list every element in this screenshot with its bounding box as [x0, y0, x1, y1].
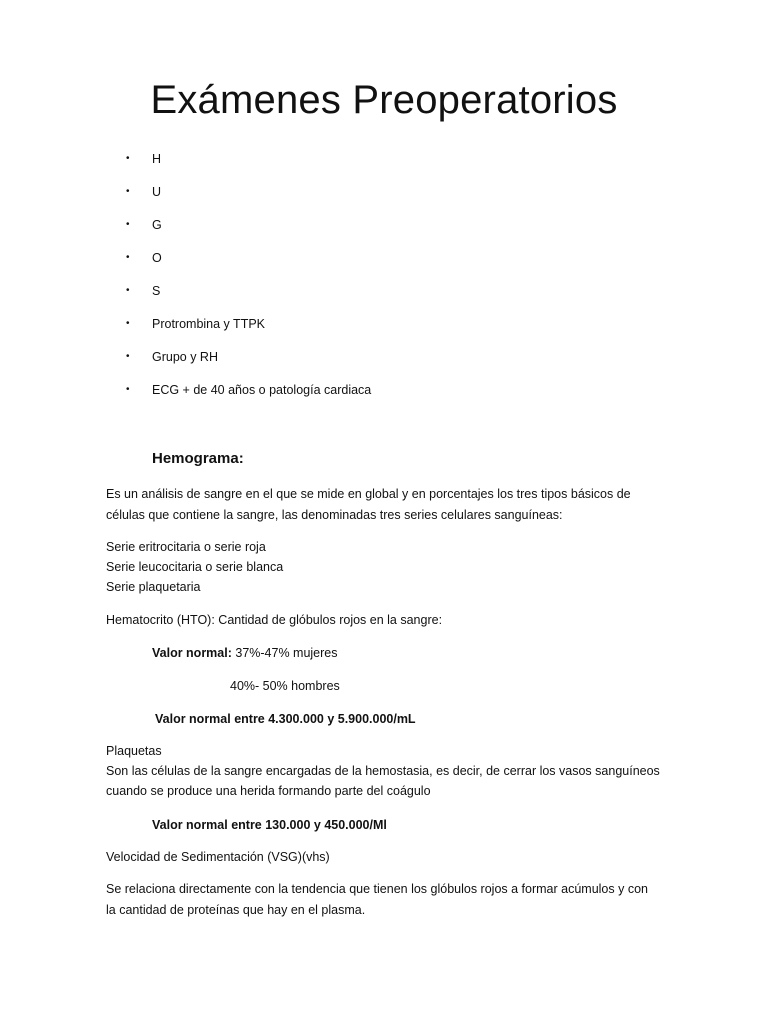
valor-mujeres: 37%-47% mujeres	[231, 646, 338, 660]
hemograma-heading: Hemograma:	[152, 450, 244, 467]
hematocrito-valor-mujeres	[152, 643, 338, 663]
bullet-icon: •	[126, 351, 130, 362]
list-item: • H	[126, 152, 162, 166]
plaquetas-heading: Plaquetas	[106, 744, 162, 758]
vsg-line2: la cantidad de proteínas que hay en el plasma.	[106, 903, 366, 917]
hematocrito-valor-hombres: 40%- 50% hombres	[230, 679, 340, 693]
serie-blanca: Serie leucocitaria o serie blanca	[106, 560, 284, 574]
bullet-icon: •	[126, 285, 130, 296]
vsg-line1: Se relaciona directamente con la tendencia que tienen los glóbulos rojos a formar acúmulos y con	[106, 882, 648, 896]
exam-bullet-list	[126, 150, 371, 414]
hematocrito-text: Hematocrito (HTO): Cantidad de glóbulos rojos en la sangre:	[106, 613, 443, 627]
bullet-icon: •	[126, 318, 130, 329]
bullet-icon: •	[126, 186, 130, 197]
list-item: • Grupo y RH	[126, 350, 218, 364]
list-item: • Protrombina y TTPK	[126, 317, 266, 331]
plaquetas-line2: cuando se produce una herida formando parte del coágulo	[106, 784, 431, 798]
serie-roja: Serie eritrocitaria o serie roja	[106, 540, 266, 554]
list-item: • S	[126, 284, 161, 298]
bullet-icon: •	[126, 219, 130, 230]
list-item: • G	[126, 218, 162, 232]
plaquetas-valor: Valor normal entre 130.000 y 450.000/Ml	[152, 818, 387, 832]
page-title: Exámenes Preoperatorios	[150, 78, 618, 122]
bullet-icon: •	[126, 252, 130, 263]
hematocrito-valor-entre: Valor normal entre 4.300.000 y 5.900.000/mL	[155, 712, 416, 726]
list-item: • ECG + de 40 años o patología cardiaca	[126, 383, 372, 397]
serie-plaquetaria: Serie plaquetaria	[106, 580, 201, 594]
vsg-heading: Velocidad de Sedimentación (VSG)(vhs)	[106, 850, 330, 864]
list-item: • U	[126, 185, 162, 199]
hemograma-intro-line2: células que contiene la sangre, las denominadas tres series celulares sanguíneas:	[106, 508, 563, 522]
bullet-icon: •	[126, 384, 130, 395]
list-item: • O	[126, 251, 162, 265]
valor-normal-label: Valor normal:	[152, 646, 232, 660]
hemograma-intro-line1: Es un análisis de sangre en el que se mide en global y en porcentajes los tres tipos básicos de	[106, 487, 631, 501]
plaquetas-line1: Son las células de la sangre encargadas de la hemostasia, es decir, de cerrar los vasos sanguíneos	[106, 764, 660, 778]
bullet-icon: •	[126, 153, 130, 164]
